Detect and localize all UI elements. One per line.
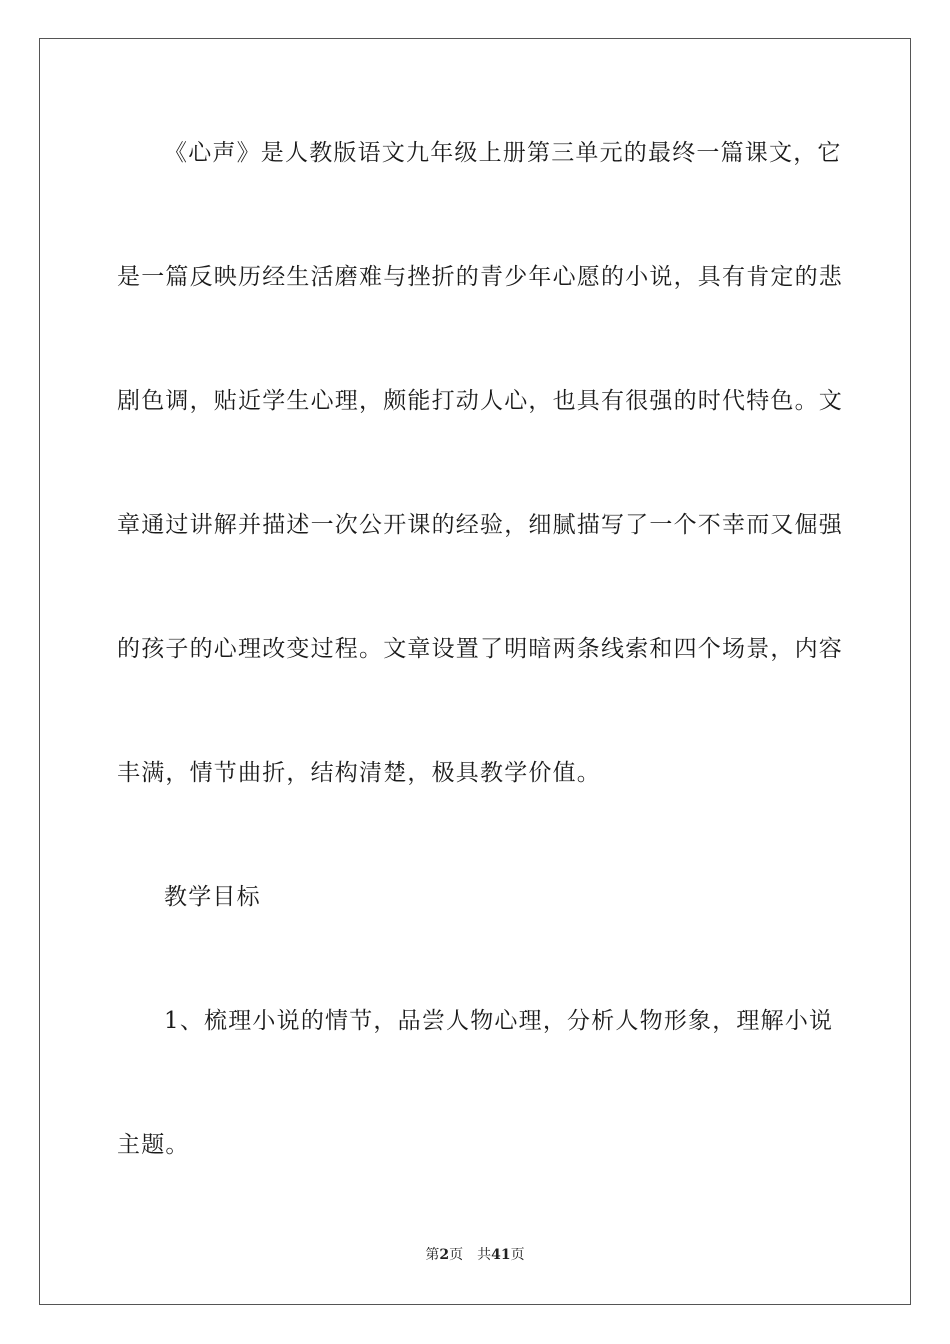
section-heading: 教学目标 [164,884,261,910]
paragraph-line: 《心声》是人教版语文九年级上册第三单元的最终一篇课文，它 [164,140,842,166]
paragraph-line: 章通过讲解并描述一次公开课的经验，细腻描写了一个不幸而又倔强 [117,512,843,538]
paragraph-line: 的孩子的心理改变过程。文章设置了明暗两条线索和四个场景，内容 [117,636,843,662]
objective-line: 主题。 [117,1132,190,1158]
footer-total-suffix: 页 [510,1247,525,1263]
footer-prefix: 第 [425,1247,440,1263]
footer-page-word: 页 [449,1247,464,1263]
paragraph-line: 丰满，情节曲折，结构清楚，极具教学价值。 [117,760,601,786]
current-page-number: 2 [439,1247,450,1263]
objective-line: 1、梳理小说的情节，品尝人物心理，分析人物形象，理解小说 [164,1008,834,1034]
page-border [39,38,911,1305]
paragraph-line: 剧色调，贴近学生心理，颇能打动人心，也具有很强的时代特色。文 [117,388,843,414]
footer-total-prefix: 共 [477,1247,492,1263]
total-pages-number: 41 [491,1247,511,1263]
paragraph-line: 是一篇反映历经生活磨难与挫折的青少年心愿的小说，具有肯定的悲 [117,264,843,290]
page-footer [0,1246,950,1264]
